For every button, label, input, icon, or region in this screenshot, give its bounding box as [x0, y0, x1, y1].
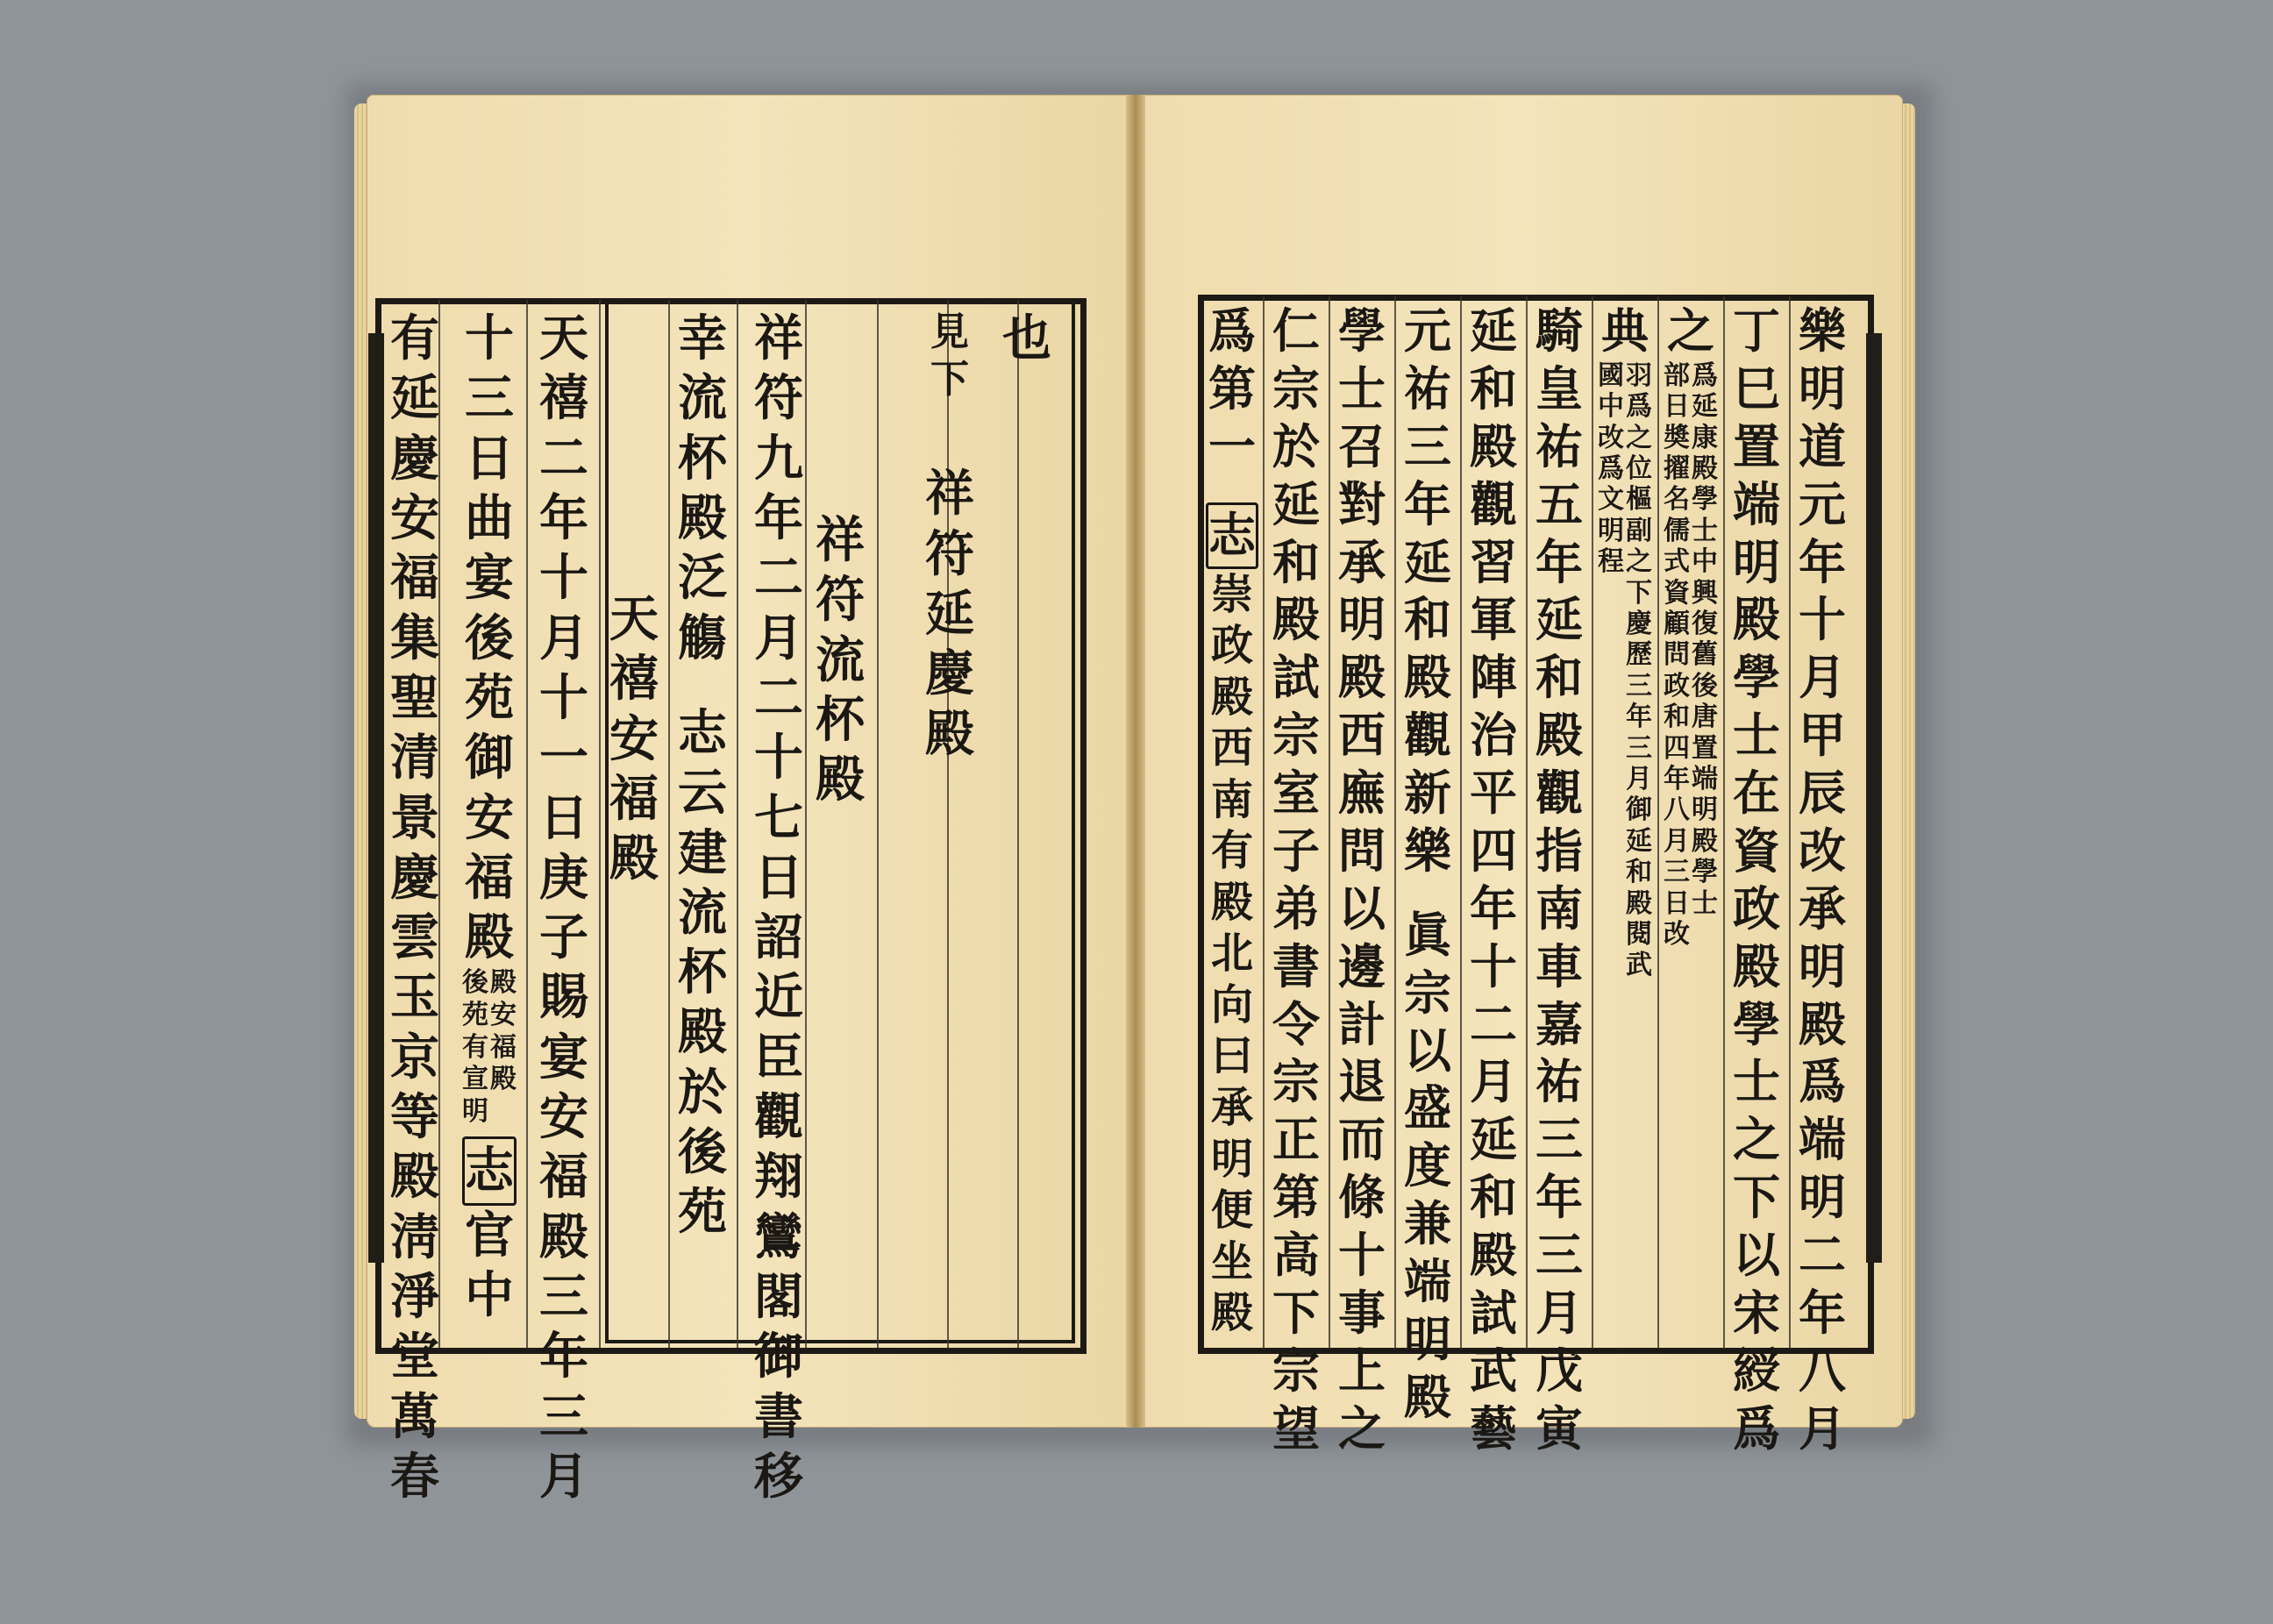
column-rule	[1592, 296, 1593, 1349]
column-rule	[668, 300, 670, 1348]
column-text: 見下	[930, 310, 969, 402]
boxed-character: 志	[1206, 502, 1258, 569]
column-text: 幸流杯殿泛觴	[678, 310, 727, 667]
note-line-a: 後苑有宣明	[462, 967, 488, 1127]
column-text: 之	[1667, 303, 1714, 359]
column-text: 丁巳置端明殿學士在資政殿學士之下以宋綬爲	[1733, 303, 1780, 1457]
book-gutter	[1126, 95, 1145, 1428]
column-text: 爲第一	[1208, 303, 1256, 474]
column-text-after: 眞宗以盛度兼端明殿	[1404, 906, 1451, 1425]
note-line-a: 部日奬擢名儒式資顧問政和四年八月三日改	[1664, 360, 1690, 950]
column-text-after: 志云建流杯殿於後苑	[678, 703, 727, 1242]
text-column-3	[750, 309, 808, 1506]
column-rule	[1394, 296, 1396, 1349]
column-heading: 天禧安福殿	[609, 590, 659, 888]
note-line-a: 國中改爲文明程	[1598, 360, 1624, 578]
text-column-4	[811, 309, 869, 1545]
column-text: 有延慶安福集聖清景慶雲玉京等殿淸淨堂萬春	[390, 310, 439, 1506]
column-text: 仁宗於延和殿試宗室子弟書令宗正第高下宗望	[1272, 303, 1320, 1457]
column-text: 十三日曲宴後苑御安福殿	[465, 310, 514, 967]
column-text-after: 官中	[465, 1206, 514, 1325]
column-text: 騎皇祐五年延和殿觀指南車嘉祐三年三月戊寅	[1536, 303, 1583, 1457]
left-fold-tab	[368, 333, 384, 1263]
text-column-1	[998, 309, 1056, 1343]
column-rule	[1723, 296, 1725, 1349]
right-column-3	[1662, 303, 1720, 1337]
right-column-4	[1596, 303, 1654, 1337]
column-rule	[1657, 296, 1659, 1349]
column-text: 典	[1601, 303, 1649, 359]
right-column-9	[1267, 303, 1325, 1457]
text-column-8	[460, 309, 518, 1343]
column-rule	[599, 300, 601, 1348]
right-column-1	[1793, 303, 1851, 1457]
right-column-6	[1464, 303, 1522, 1457]
column-rule	[737, 300, 738, 1348]
text-column-5	[673, 309, 731, 1343]
column-rule	[1329, 296, 1330, 1349]
column-text: 祥符九年二月二十七日詔近臣觀翔鸞閣御書移	[754, 310, 803, 1506]
right-fold-tab	[1866, 333, 1882, 1263]
column-rule	[1263, 296, 1265, 1349]
text-column-7	[535, 309, 593, 1506]
right-column-2	[1728, 303, 1785, 1457]
double-line-note	[462, 967, 517, 1128]
text-column-6	[605, 309, 663, 1624]
text-column-2	[921, 309, 979, 1343]
column-text: 學士召對承明殿西廡問以邊計退而條十事上之	[1338, 303, 1386, 1457]
right-column-5	[1530, 303, 1588, 1457]
column-rule	[1526, 296, 1528, 1349]
column-text-after: 崇政殿西南有殿北向曰承明便坐殿	[1211, 569, 1254, 1338]
note-line-b: 羽爲之位樞副之下慶歷三年三月御延和殿閱武	[1626, 360, 1652, 981]
text-column-9	[386, 309, 444, 1506]
column-rule	[1460, 296, 1462, 1349]
column-text: 元祐三年延和殿觀新樂	[1404, 303, 1451, 879]
column-rule	[1789, 296, 1791, 1349]
right-column-8	[1333, 303, 1391, 1457]
column-rule	[877, 300, 879, 1348]
column-text: 樂明道元年十月甲辰改承明殿爲端明二年八月	[1799, 303, 1846, 1457]
note-line-b: 殿安福殿	[490, 967, 517, 1095]
double-line-note	[1598, 360, 1652, 981]
boxed-character: 志	[462, 1136, 517, 1205]
right-column-10	[1203, 303, 1261, 1337]
column-heading: 祥符流杯殿	[816, 511, 865, 809]
column-text: 天禧二年十月十一日庚子賜宴安福殿三年三月	[539, 310, 588, 1506]
column-text: 也	[1002, 310, 1051, 367]
column-text: 延和殿觀習軍陣治平四年十二月延和殿試武藝	[1470, 303, 1517, 1457]
column-rule	[526, 300, 528, 1348]
double-line-note	[1664, 360, 1718, 950]
note-line-b: 爲延康殿學士中興復舊後唐置端明殿學士	[1692, 360, 1718, 919]
column-heading: 祥符延慶殿	[925, 465, 974, 763]
right-column-7	[1399, 303, 1457, 1425]
